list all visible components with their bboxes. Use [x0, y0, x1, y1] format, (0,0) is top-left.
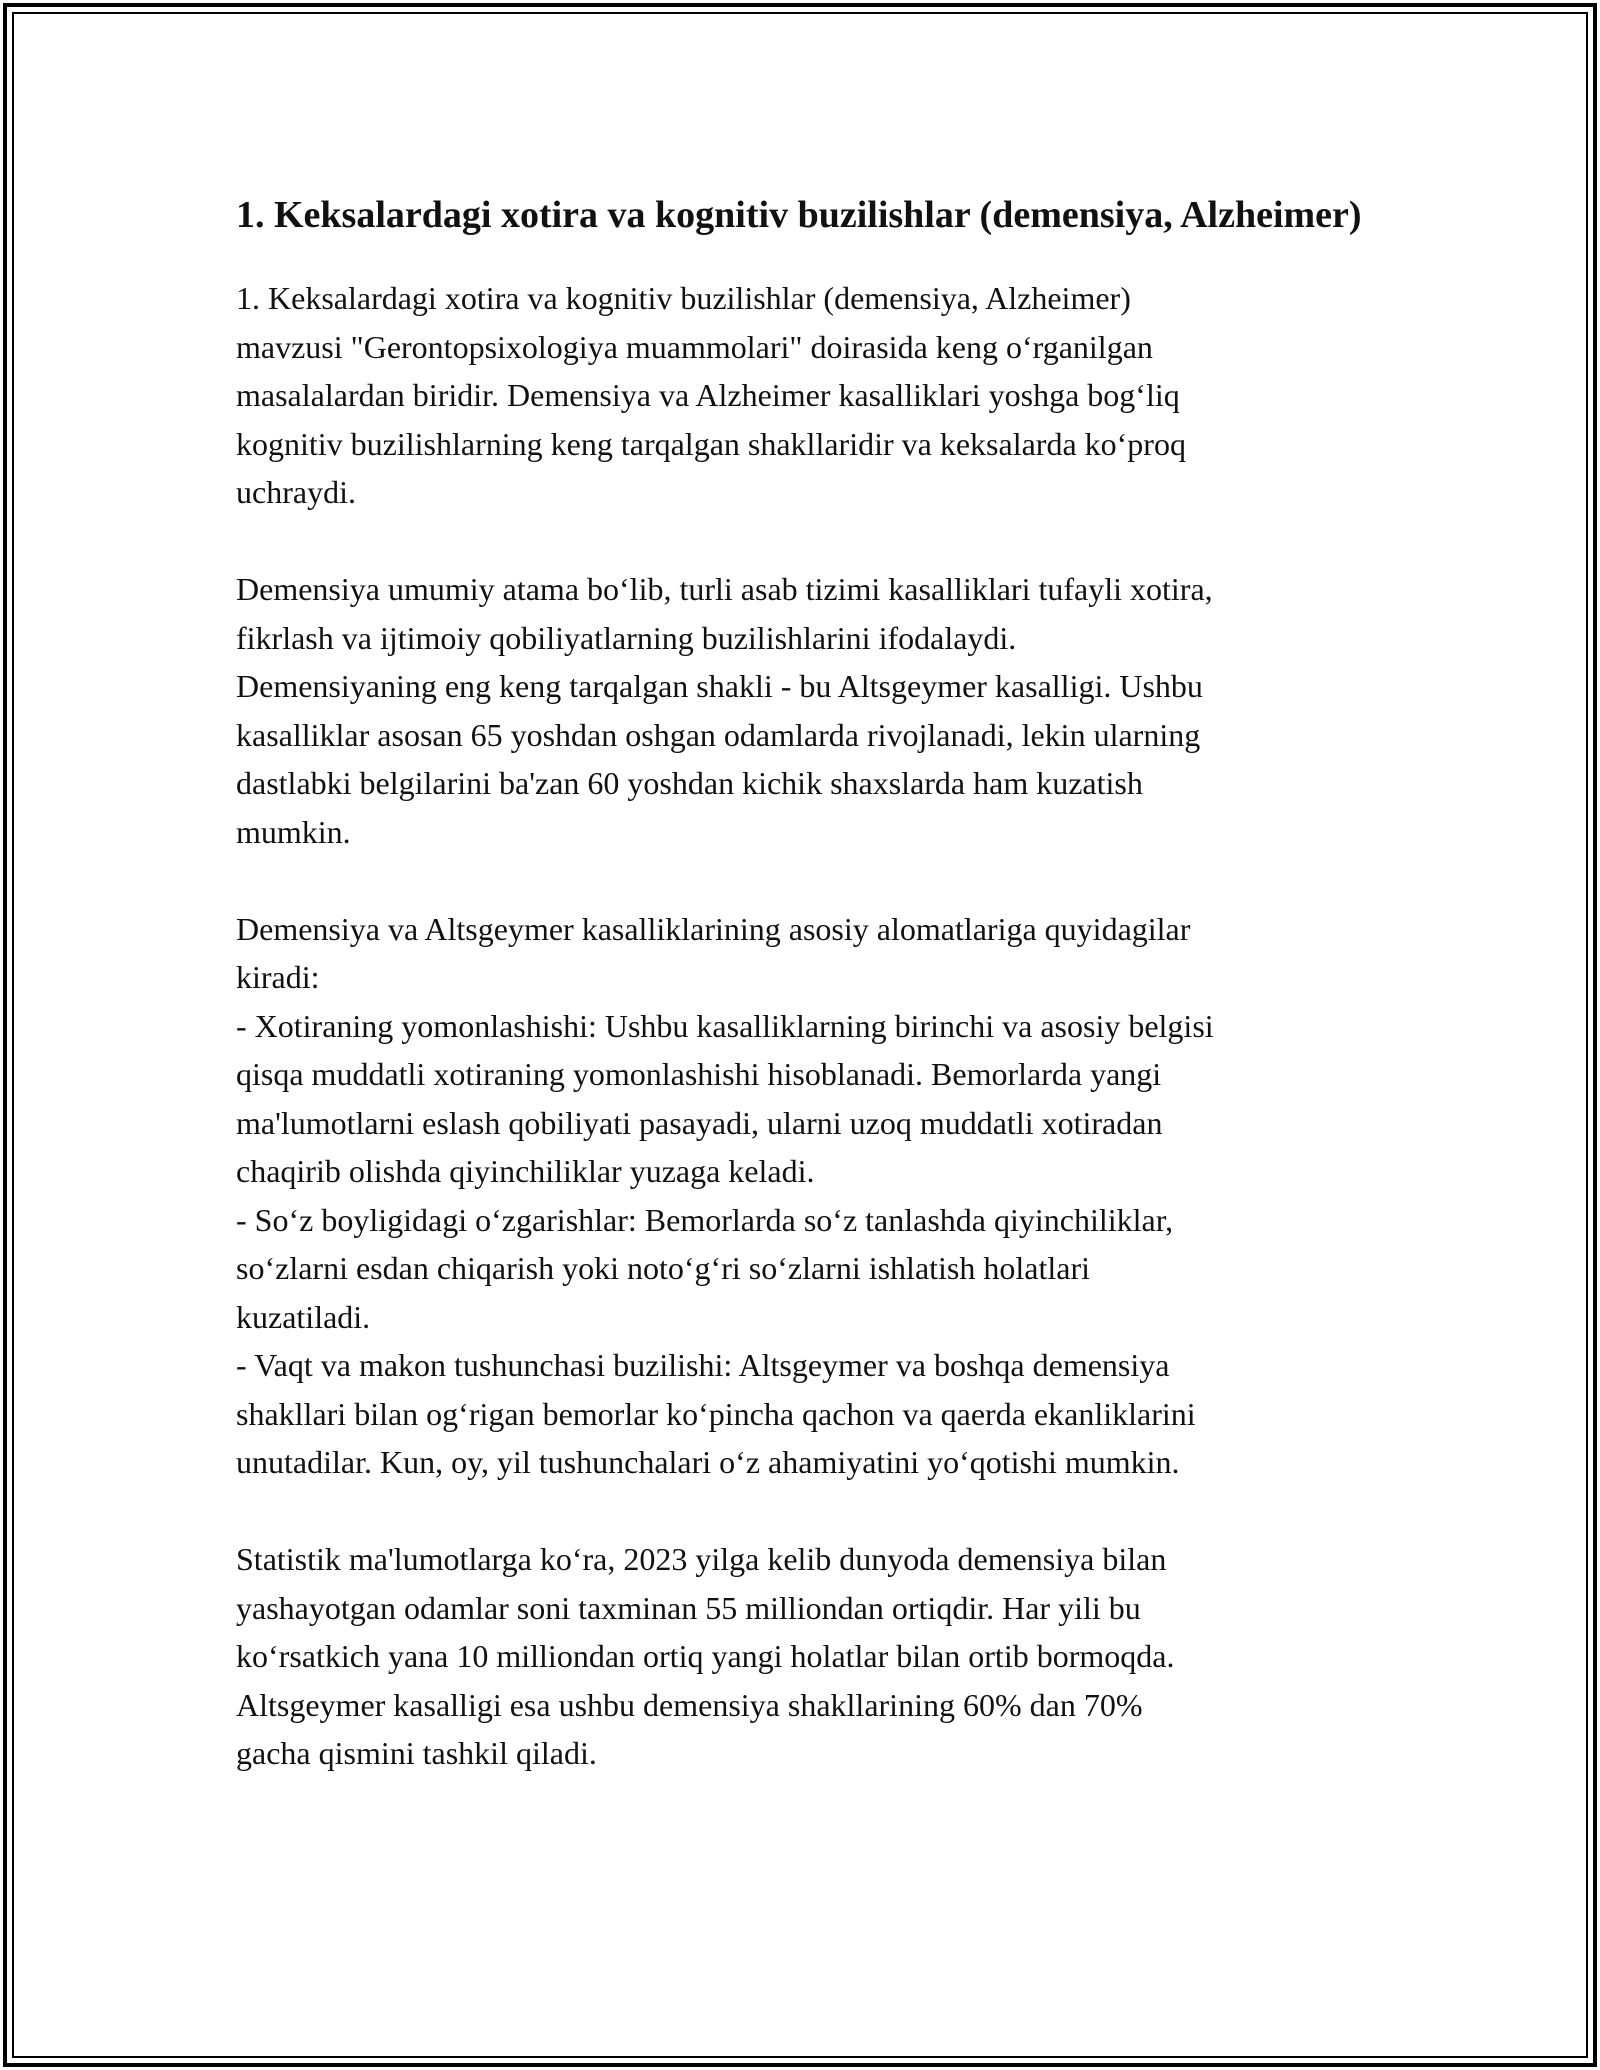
page-title: 1. Keksalardagi xotira va kognitiv buzilishlar (demensiya, Alzheimer) — [236, 194, 1362, 236]
paragraph-statistics: Statistik ma'lumotlarga ko‘ra, 2023 yilga kelib dunyoda demensiya bilan yashayotgan odamlar soni taxminan 55 milliondan ortiqdir. Har yili bu ko‘rsatkich yana 10 milliondan ortiq yangi holatlar bilan ortib bormoqda. Altsgeymer kasalligi esa ushbu demensiya shakllarining 60% dan 70% gacha qismini tashkil qiladi. — [236, 1541, 1175, 1771]
paragraph-definition: Demensiya umumiy atama bo‘lib, turli asab tizimi kasalliklari tufayli xotira, fikrlash va ijtimoiy qobiliyatlarning buzilishlarini ifodalaydi. Demensiyaning eng keng tarqalgan shakli - bu Altsgeymer kasalligi. Ushbu kasalliklar asosan 65 yoshdan oshgan odamlarda rivojlanadi, lekin ularning dastlabki belgilarini ba'zan 60 yoshdan kichik shaxslarda ham kuzatish mumkin. — [236, 571, 1213, 850]
paragraph-symptoms: Demensiya va Altsgeymer kasalliklarining asosiy alomatlariga quyidagilar kiradi: - Xotiraning yomonlashishi: Ushbu kasalliklarning birinchi va asosiy belgisi qisqa muddatli xotiraning yomonlashishi hisoblanadi. Bemorlarda yangi ma'lumotlarni eslash qobiliyati pasayadi, ularni uzoq muddatli xotiradan chaqirib olishda qiyinchiliklar yuzaga keladi. - So‘z boyligidagi o‘zgarishlar: Bemorlarda so‘z tanlashda qiyinchiliklar, so‘zlarni esdan chiqarish yoki noto‘g‘ri so‘zlarni ishlatish holatlari kuzatiladi. - Vaqt va makon tushunchasi buzilishi: Altsgeymer va boshqa demensiya shakllari bilan og‘rigan bemorlar ko‘pincha qachon va qaerda ekanliklarini unutadilar. Kun, oy, yil tushunchalari o‘z ahamiyatini yo‘qotishi mumkin. — [236, 910, 1214, 1480]
document-body — [236, 188, 1366, 1778]
paragraph-intro: 1. Keksalardagi xotira va kognitiv buzilishlar (demensiya, Alzheimer) mavzusi "Gerontopsixologiya muammolari" doirasida keng o‘rganilgan masalalardan biridir. Demensiya va Alzheimer kasalliklari yoshga bog‘liq kognitiv buzilishlarning keng tarqalgan shakllaridir va keksalarda ko‘proq uchraydi. — [236, 280, 1186, 510]
